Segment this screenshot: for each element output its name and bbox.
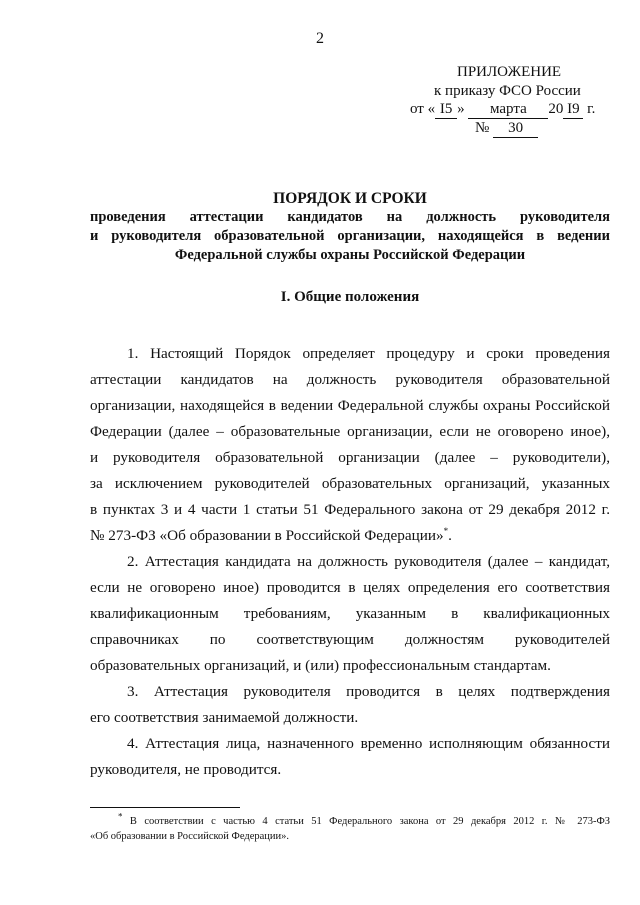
paragraph-line: образовательных организаций, и (или) профессиональным стандартам.	[90, 657, 551, 674]
page-number: 2	[316, 30, 324, 47]
paragraph-line: № 273-ФЗ «Об образовании в Российской Федерации»	[90, 527, 444, 544]
subtitle-line-3: Федеральной службы охраны Российской Федерации	[174, 247, 526, 263]
paragraph-line: организации, находящейся в ведении Федеральной службы охраны Российской	[90, 397, 610, 414]
appendix-date-line	[410, 101, 595, 119]
paragraph-line: руководителя, не проводится.	[90, 761, 282, 778]
paragraph-line: 2. Аттестация кандидата на должность руководителя (далее – кандидат,	[127, 553, 610, 570]
section-heading: I. Общие положения	[280, 289, 420, 305]
paragraph-line-with-footnote: № 273-ФЗ «Об образовании в Российской Федерации»*.	[90, 525, 452, 544]
date-day: I5	[435, 101, 457, 119]
paragraph-line: 3. Аттестация руководителя проводится в целях подтверждения	[127, 683, 610, 700]
footnote-line-2: «Об образовании в Российской Федерации».	[90, 831, 290, 842]
paragraph-line: его соответствия занимаемой должности.	[90, 709, 359, 726]
number-value: 30	[493, 120, 538, 138]
document-title: ПОРЯДОК И СРОКИ	[273, 190, 427, 207]
date-month: марта	[468, 101, 548, 119]
appendix-number-line	[475, 120, 538, 138]
subtitle-line-2: и руководителя образовательной организации, находящейся в ведении	[90, 228, 610, 244]
footnote-mark: *	[443, 525, 449, 536]
paragraph-line: 4. Аттестация лица, назначенного временно исполняющим обязанности	[127, 735, 610, 752]
number-prefix: №	[475, 120, 490, 136]
paragraph-line: 1. Настоящий Порядок определяет процедуру и сроки проведения	[127, 345, 610, 362]
appendix-heading: ПРИЛОЖЕНИЕ	[457, 64, 562, 80]
date-mid: »	[457, 101, 465, 117]
paragraph-line: Федерации (далее – образовательные организации, если не оговорено иное),	[90, 423, 610, 440]
date-year-prefix: 20	[548, 101, 564, 117]
date-year: I9	[563, 101, 583, 119]
footnote-line-1: * В соответствии с частью 4 статьи 51 Федерального закона от 29 декабря 2012 г. № 273-ФЗ	[118, 811, 611, 827]
paragraph-line: если не оговорено иное) проводится в целях определения его соответствия	[90, 579, 610, 596]
paragraph-line: справочниках по соответствующим должностям руководителей	[90, 631, 610, 648]
subtitle-line-1: проведения аттестации кандидатов на должность руководителя	[90, 209, 610, 225]
paragraph-line: и руководителя образовательной организации (далее – руководители),	[90, 449, 610, 466]
appendix-order-line: к приказу ФСО России	[434, 83, 581, 99]
paragraph-line: в пунктах 3 и 4 части 1 статьи 51 Федерального закона от 29 декабря 2012 г.	[90, 501, 610, 518]
footnote-divider	[90, 807, 240, 808]
paragraph-line: аттестации кандидатов на должность руководителя образовательной	[90, 371, 610, 388]
paragraph-line: за исключением руководителей образовательных организаций, указанных	[90, 475, 610, 492]
date-suffix: г.	[587, 101, 596, 117]
paragraph-line: квалификационным требованиям, указанным в квалификационных	[90, 605, 610, 622]
date-prefix: от «	[410, 101, 436, 117]
footnote-mark: *	[118, 811, 123, 822]
